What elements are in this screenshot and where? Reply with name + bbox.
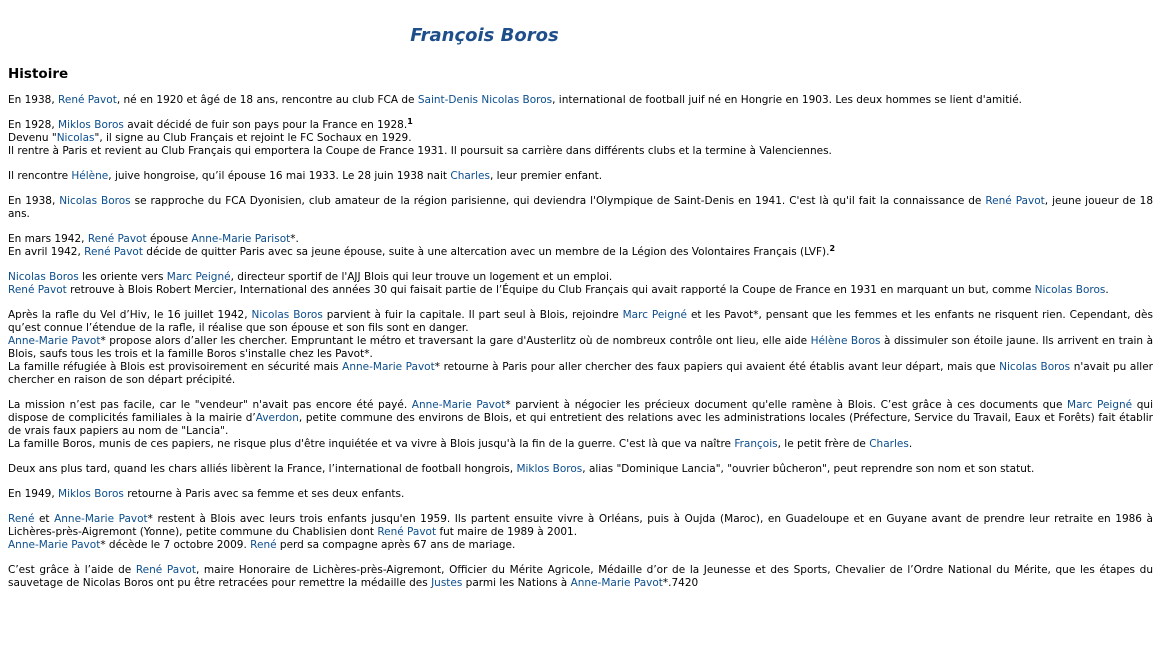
section-heading-histoire: Histoire: [8, 66, 69, 82]
text-run: La mission n’est pas facile, car le "vendeur" n'avait pas encore été payé.: [8, 399, 412, 411]
text-run: , juive hongroise, qu’il épouse 16 mai 1933. Le 28 juin 1938 nait: [108, 170, 451, 182]
person-link[interactable]: Nicolas Boros: [1034, 284, 1106, 296]
text-run: décide de quitter Paris avec sa jeune épouse, suite à une altercation avec un membre de la Légion des Volontaires Français (LVF).: [142, 246, 830, 258]
person-link[interactable]: René Pavot: [58, 94, 117, 106]
paragraph: [8, 488, 1153, 501]
person-link[interactable]: François: [734, 438, 778, 450]
text-run: En mars 1942,: [8, 233, 88, 245]
text-run: parvient à fuir la capitale. Il part seul à Blois, rejoindre: [322, 309, 623, 321]
text-run: * restent à Blois avec leurs trois enfants jusqu'en 1959. Ils partent ensuite vivre à Orléans, puis à Oujda (Maroc), en Guadeloupe et en Guyane avant de prendre leur retraite en 1986 à Lichères-près-Aigremont (Yonne), petite commune du Chablisien dont: [8, 513, 1153, 538]
text-run: n'avait pu aller chercher en raison de son départ précipité.: [8, 361, 1153, 386]
paragraph: [8, 271, 1153, 297]
person-link[interactable]: Miklos Boros: [516, 463, 583, 475]
person-link[interactable]: Nicolas Boros: [59, 195, 131, 207]
text-run: perd sa compagne après 67 ans de mariage.: [276, 539, 516, 551]
text-run: , international de football juif né en Hongrie en 1903. Les deux hommes se lient d'amitié.: [552, 94, 1023, 106]
paragraph: [8, 399, 1153, 451]
person-link[interactable]: Anne-Marie Pavot: [570, 577, 663, 589]
text-run: * propose alors d’aller les chercher. Empruntant le métro et traversant la gare d'Austerlitz où de nombreux contrôle ont lieu, elle aide: [100, 335, 811, 347]
text-run: *.7420: [662, 577, 699, 589]
text-run: et: [34, 513, 55, 525]
text-run: La famille Boros, munis de ces papiers, ne risque plus d'être inquiétée et va vivre à Blois jusqu'à la fin de la guerre. C'est là que va naître: [8, 438, 735, 450]
person-link[interactable]: Nicolas Boros: [251, 309, 323, 321]
person-link[interactable]: Justes: [431, 577, 463, 589]
person-link[interactable]: Saint-Denis: [417, 94, 479, 106]
person-link[interactable]: Charles: [869, 438, 909, 450]
text-run: Deux ans plus tard, quand les chars alliés libèrent la France, l’international de football hongrois,: [8, 463, 517, 475]
footnote-ref[interactable]: 2: [829, 244, 836, 253]
person-link[interactable]: René Pavot: [84, 246, 143, 258]
text-run: * retourne à Paris pour aller chercher des faux papiers qui avaient été établis avant leur départ, mais que: [434, 361, 1000, 373]
text-run: Il rencontre: [8, 170, 72, 182]
text-run: * parvient à négocier les précieux document qu'elle ramène à Blois. C’est grâce à ces documents que: [505, 399, 1068, 411]
text-run: avait décidé de fuir son pays pour la France en 1928.: [123, 119, 408, 131]
person-link[interactable]: René: [8, 513, 35, 525]
person-link[interactable]: Anne-Marie Pavot: [8, 539, 101, 551]
text-run: ", il signe au Club Français et rejoint le FC Sochaux en 1929.: [94, 132, 412, 144]
text-run: , le petit frère de: [777, 438, 870, 450]
text-run: Après la rafle du Vel d’Hiv, le 16 juillet 1942,: [8, 309, 252, 321]
person-link[interactable]: Nicolas: [56, 132, 95, 144]
person-link[interactable]: Hélène: [71, 170, 109, 182]
text-run: , alias "Dominique Lancia", "ouvrier bûcheron", peut reprendre son nom et son statut.: [582, 463, 1035, 475]
person-link[interactable]: Anne-Marie Parisot: [191, 233, 291, 245]
paragraph: [8, 463, 1153, 476]
text-run: , leur premier enfant.: [489, 170, 603, 182]
paragraph: [8, 170, 1153, 183]
text-run: , petite commune des environs de Blois, et qui entretient des relations avec les administrations locales (Préfecture, Service du Travail, Eaux et Forêts) fait établir de vrais faux papiers au nom de "Lancia".: [8, 412, 1153, 437]
footnote-ref[interactable]: 1: [407, 117, 413, 126]
paragraph: [8, 119, 1153, 158]
person-link[interactable]: Charles: [450, 170, 490, 182]
text-run: .: [1105, 284, 1109, 296]
text-run: fut maire de 1989 à 2001.: [436, 526, 578, 538]
person-link[interactable]: Miklos Boros: [58, 488, 124, 500]
person-link[interactable]: René Pavot: [135, 564, 196, 576]
person-link[interactable]: Nicolas Boros: [8, 271, 79, 283]
person-link[interactable]: René Pavot: [377, 526, 437, 538]
person-link[interactable]: Nicolas Boros: [999, 361, 1071, 373]
person-link[interactable]: Anne-Marie Pavot: [8, 335, 101, 347]
text-run: En 1949,: [8, 488, 59, 500]
paragraph: [8, 195, 1153, 221]
person-link[interactable]: Marc Peigné: [1067, 399, 1133, 411]
text-run: parmi les Nations à: [462, 577, 571, 589]
person-link[interactable]: Anne-Marie Pavot: [342, 361, 435, 373]
text-run: .: [908, 438, 913, 450]
person-link[interactable]: Anne-Marie Pavot: [54, 513, 148, 525]
text-run: La famille réfugiée à Blois est provisoirement en sécurité mais: [8, 361, 343, 373]
paragraph: [8, 233, 1153, 259]
text-run: C’est grâce à l’aide de: [8, 564, 136, 576]
paragraph: [8, 94, 1153, 107]
article-body: [8, 94, 1153, 590]
person-link[interactable]: Miklos Boros: [58, 119, 124, 131]
person-link[interactable]: Anne-Marie Pavot: [411, 399, 506, 411]
text-run: , directeur sportif de l'AJJ Blois qui leur trouve un logement et un emploi.: [230, 271, 613, 283]
person-link[interactable]: Marc Peigné: [166, 271, 231, 283]
text-run: Il rentre à Paris et revient au Club Français qui emportera la Coupe de France 1931. Il poursuit sa carrière dans différents clubs et la termine à Valenciennes.: [8, 145, 832, 157]
person-link[interactable]: Hélène Boros: [810, 335, 881, 347]
person-link[interactable]: René: [250, 539, 277, 551]
page-title: François Boros: [410, 25, 559, 46]
text-run: à dissimuler son étoile jaune. Ils arrivent en train à Blois, saufs tous les trois et la famille Boros s'installe chez les Pavot*.: [8, 335, 1154, 360]
text-run: , né en 1920 et âgé de 18 ans, rencontre au club FCA de: [116, 94, 418, 106]
person-link[interactable]: Marc Peigné: [622, 309, 688, 321]
text-run: Devenu ": [8, 132, 57, 144]
person-link[interactable]: René Pavot: [87, 233, 147, 245]
text-run: retourne à Paris avec sa femme et ses deux enfants.: [123, 488, 405, 500]
article: [0, 24, 1161, 590]
text-run: se rapproche du FCA Dyonisien, club amateur de la région parisienne, qui deviendra l'Olympique de Saint-Denis en 1941. C'est là qu'il fait la connaissance de: [130, 195, 986, 207]
text-run: En 1938,: [8, 94, 59, 106]
text-run: les oriente vers: [78, 271, 167, 283]
text-run: * décède le 7 octobre 2009.: [100, 539, 251, 551]
text-run: En 1928,: [8, 119, 59, 131]
person-link[interactable]: René Pavot: [8, 284, 67, 296]
text-run: , maire Honoraire de Lichères-près-Aigremont, Officier du Mérite Agricole, Médaille d’or de la Jeunesse et des Sports, Chevalier de l’Ordre National du Mérite, que les étapes du sauvetage de Nicolas Boros ont pu être retracées pour remettre la médaille des: [8, 564, 1153, 589]
text-run: *.: [290, 233, 299, 245]
text-run: et les Pavot*, pensant que les femmes et les enfants ne risquent rien. Cependant, dès qu’est connue l’étendue de la rafle, il réalise que son épouse et son fils sont en danger.: [8, 309, 1153, 334]
text-run: En avril 1942,: [8, 246, 85, 258]
text-run: retrouve à Blois Robert Mercier, International des années 30 qui faisait partie de l’Équipe du Club Français qui avait rapporté la Coupe de France en 1931 en marquant un but, comme: [66, 284, 1035, 296]
paragraph: [8, 564, 1153, 590]
paragraph: [8, 513, 1153, 552]
text-run: qui dispose de complicités familiales à la mairie d’: [8, 399, 1153, 424]
text-run: En 1938,: [8, 195, 60, 207]
person-link[interactable]: René Pavot: [985, 195, 1045, 207]
text-run: épouse: [146, 233, 192, 245]
person-link[interactable]: Averdon: [255, 412, 299, 424]
person-link[interactable]: Nicolas Boros: [481, 94, 553, 106]
text-run: , jeune joueur de 18 ans.: [8, 195, 1154, 220]
paragraph: [8, 309, 1153, 387]
